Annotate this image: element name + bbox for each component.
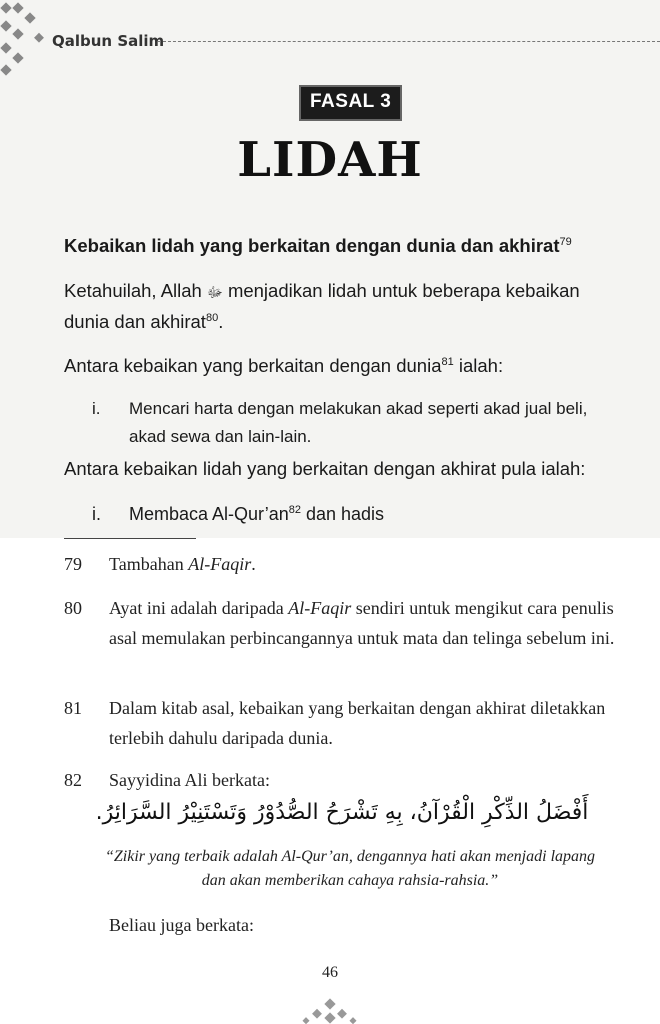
footnote-number: 82 [64,770,82,790]
footnote-number: 79 [64,554,82,574]
list-marker: i. [92,504,101,524]
running-title: Qalbun Salim [52,32,165,50]
salawat-icon: ﷻ [206,284,223,300]
footnote-rule [64,538,196,539]
list-marker: i. [92,399,101,418]
para1-text-b: menjadikan lidah untuk beberapa kebaikan dunia dan akhirat [64,280,580,332]
para2-text-b: ialah: [453,355,504,376]
footnote-ref-82[interactable]: 82 [288,504,301,516]
footnote-number: 80 [64,598,82,618]
footnote-ref-79[interactable]: 79 [559,235,572,248]
footnote-text: Sayyidina Ali berkata: [109,770,270,790]
header-rule [158,41,660,42]
list2-text-a: Membaca Al-Qur’an [129,504,289,524]
chapter-title: LIDAH [237,132,423,188]
after-quote-text: Beliau juga berkata: [109,915,254,935]
chapter-label: FASAL 3 [299,85,402,121]
para1-text-a: Ketahuilah, Allah [64,280,202,301]
paragraph-2 [64,352,620,380]
footnote-text: Dalam kitab asal, kebaikan yang berkaitan dengan akhirat diletakkan terlebih dahulu daripada dunia. [109,698,606,748]
footnote-number: 81 [64,698,82,718]
list-text [129,500,620,528]
paragraph-1 [64,276,620,337]
footnote-ref-80[interactable]: 80 [205,311,219,324]
footnote-area [0,538,660,1024]
section-subheading [64,232,620,260]
list2-text-b: dan hadis [300,504,385,524]
list-text: Mencari harta dengan melakukan akad seperti akad jual beli, akad sewa dan lain-lain. [129,399,588,446]
bottom-ornament-icon [300,994,360,1024]
page-number: 46 [322,964,338,981]
footnote-text: Ayat ini adalah daripada Al-Faqir sendiri untuk mengikut cara penulis asal memulakan perbincangannya untuk mata dan telinga sebelum ini. [109,598,615,648]
arabic-quote: أَفْضَلُ الذِّكْرِ الْقُرْآنُ، بِهِ تَشْرَحُ الصُّدُوْرُ وَتَسْتَنِيْرُ السَّرَائِرُ. [95,800,589,825]
para1-end: . [218,311,224,332]
subheading-text: Kebaikan lidah yang berkaitan dengan dunia dan akhirat [64,235,560,256]
footnote-ref-81[interactable]: 81 [441,355,454,368]
para2-text-a: Antara kebaikan yang berkaitan dengan dunia [64,355,442,376]
footnote-text: Tambahan Al-Faqir. [109,554,256,574]
quote-translation: “Zikir yang terbaik adalah Al-Qur’an, dengannya hati akan menjadi lapang dan akan memberikan cahaya rahsia-rahsia.” [104,848,596,889]
paragraph-3: Antara kebaikan lidah yang berkaitan dengan akhirat pula ialah: [64,458,586,479]
page-header [0,20,660,60]
